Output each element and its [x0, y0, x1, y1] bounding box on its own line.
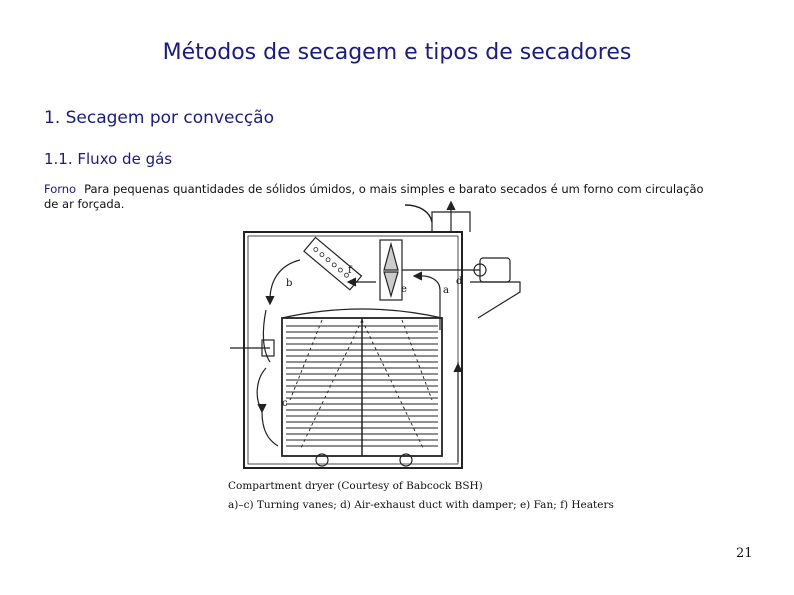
label-c: c — [282, 398, 288, 409]
slide-title: Métodos de secagem e tipos de secadores — [162, 40, 632, 65]
compartment-dryer-diagram — [224, 200, 524, 479]
figure-caption-legend: a)–c) Turning vanes; d) Air-exhaust duct with damper; e) Fan; f) Heaters — [228, 499, 614, 511]
paragraph-text: Para pequenas quantidades de sólidos úmidos, o mais simples e barato secados é um forno com circulação de ar forçada. — [44, 182, 704, 211]
label-d: d — [456, 276, 463, 287]
label-e: e — [401, 284, 407, 295]
label-a: a — [443, 285, 449, 296]
subsection-heading: 1.1. Fluxo de gás — [44, 150, 173, 168]
label-f: f — [348, 265, 352, 276]
paragraph-keyword: Forno — [44, 182, 77, 196]
section-heading: 1. Secagem por convecção — [44, 108, 274, 128]
page-number: 21 — [736, 546, 753, 561]
label-b: b — [286, 278, 293, 289]
figure-caption-title: Compartment dryer (Courtesy of Babcock BSH) — [228, 480, 483, 492]
